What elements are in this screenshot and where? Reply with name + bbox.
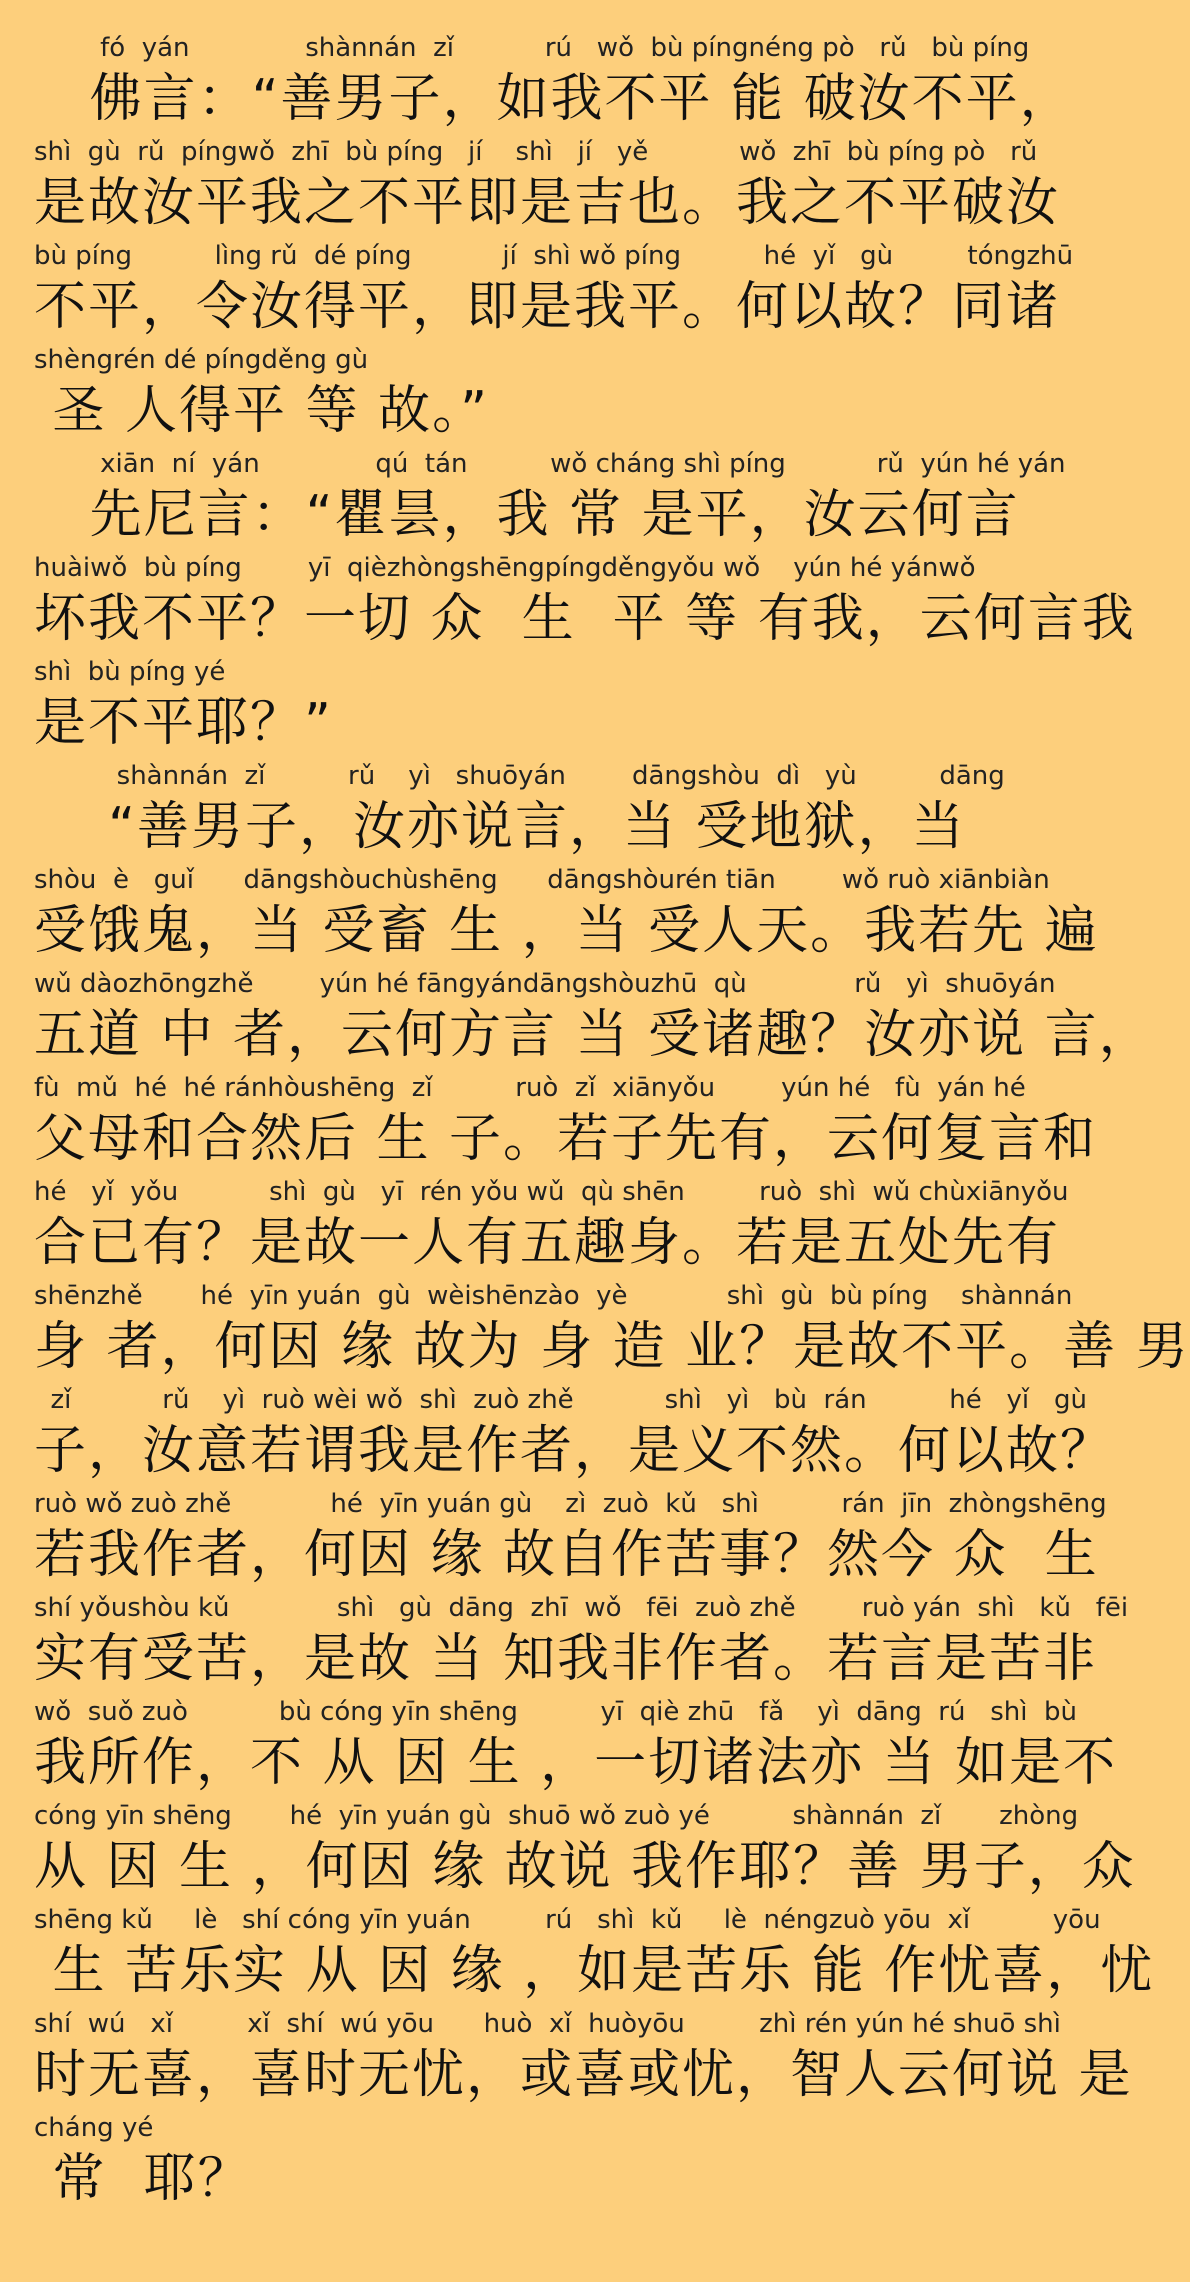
text-line — [34, 2110, 1054, 2212]
pinyin-annotation: fó yán shànnán zǐ rú wǒ bù píngnéng pò rǔ bù píng — [34, 33, 1030, 63]
pinyin-annotation: wǔ dàozhōngzhě yún hé fāngyándāngshòuzhū qù rǔ yì shuōyán — [34, 969, 1056, 999]
pinyin-annotation: cóng yīn shēng hé yīn yuán gù shuō wǒ zuò yé shànnán zǐ zhòng — [34, 1801, 1079, 1831]
text-line — [34, 1070, 1098, 1172]
chinese-text: 五道 中 者，云何方言 当 受诸趣？汝亦说 言， — [34, 1005, 1153, 1065]
text-line — [34, 1174, 1069, 1276]
pinyin-annotation: shí yǒushòu kǔ shì gù dāng zhī wǒ fēi zuò zhě ruò yán shì kǔ fēi — [34, 1593, 1129, 1623]
chinese-text: 受饿鬼，当 受畜 生 ，当 受人天。我若先 遍 — [34, 901, 1099, 961]
text-line — [34, 446, 1066, 548]
chinese-text: 坏我不平？一切 众 生 平 等 有我，云何言我 — [34, 589, 1136, 649]
pinyin-annotation: shèngrén dé píngděng gù — [34, 345, 369, 375]
pinyin-annotation: shòu è guǐ dāngshòuchùshēng dāngshòurén tiān wǒ ruò xiānbiàn — [34, 865, 1050, 895]
text-line — [34, 238, 1074, 340]
text-line — [34, 1486, 1107, 1588]
chinese-text: 圣 人得平 等 故。” — [34, 381, 490, 441]
text-line — [34, 1694, 1118, 1796]
text-line — [34, 30, 1074, 132]
text-line — [34, 134, 1061, 236]
chinese-text: “善男子，汝亦说言，当 受地狱，当 — [34, 797, 966, 857]
text-line — [34, 1278, 1190, 1380]
chinese-text: 我所作，不 从 因 生 ，一切诸法亦 当 如是不 — [34, 1733, 1118, 1793]
pinyin-annotation: ruò wǒ zuò zhě hé yīn yuán gù zì zuò kǔ shì rán jīn zhòngshēng — [34, 1489, 1107, 1519]
chinese-text: 是故汝平我之不平即是吉也。我之不平破汝 — [34, 173, 1061, 233]
pinyin-annotation: shēnzhě hé yīn yuán gù wèishēnzào yè shì gù bù píng shànnán — [34, 1281, 1073, 1311]
chinese-text: 若我作者，何因 缘 故自作苦事？然今 众 生 — [34, 1525, 1099, 1585]
pinyin-annotation: shì gù rǔ píngwǒ zhī bù píng jí shì jí yě wǒ zhī bù píng pò rǔ — [34, 137, 1038, 167]
text-line — [34, 862, 1099, 964]
text-line — [34, 342, 1054, 444]
pinyin-annotation: cháng yé — [34, 2113, 154, 2143]
text-line — [34, 1590, 1129, 1692]
text-line — [34, 1382, 1115, 1484]
chinese-text: 佛言：“善男子，如我不平 能 破汝不平， — [34, 69, 1074, 129]
chinese-text: 父母和合然后 生 子。若子先有，云何复言和 — [34, 1109, 1098, 1169]
chinese-text: 不平，令汝得平，即是我平。何以故？同诸 — [34, 277, 1061, 337]
pinyin-annotation: hé yǐ yǒu shì gù yī rén yǒu wǔ qù shēn ruò shì wǔ chùxiānyǒu — [34, 1177, 1069, 1207]
pinyin-annotation: fù mǔ hé hé ránhòushēng zǐ ruò zǐ xiānyǒu yún hé fù yán hé — [34, 1073, 1026, 1103]
text-line — [34, 966, 1153, 1068]
pinyin-annotation: shì bù píng yé — [34, 657, 226, 687]
chinese-text: 实有受苦，是故 当 知我非作者。若言是苦非 — [34, 1629, 1098, 1689]
pinyin-annotation: shí wú xǐ xǐ shí wú yōu huò xǐ huòyōu zhì rén yún hé shuō shì — [34, 2009, 1061, 2039]
chinese-text: 常 耶？ — [34, 2149, 252, 2209]
text-line — [34, 654, 1054, 756]
chinese-text: 从 因 生 ，何因 缘 故说 我作耶？善 男子，众 — [34, 1837, 1136, 1897]
text-line — [34, 1902, 1155, 2004]
chinese-text: 时无喜，喜时无忧，或喜或忧，智人云何说 是 — [34, 2045, 1133, 2105]
pinyin-annotation: wǒ suǒ zuò bù cóng yīn shēng yī qiè zhū fǎ yì dāng rú shì bù — [34, 1697, 1078, 1727]
chinese-text: 子，汝意若谓我是作者，是义不然。何以故？ — [34, 1421, 1115, 1481]
pinyin-annotation: shēng kǔ lè shí cóng yīn yuán rú shì kǔ lè néngzuò yōu xǐ yōu — [34, 1905, 1101, 1935]
text-line — [34, 550, 1136, 652]
pinyin-annotation: zǐ rǔ yì ruò wèi wǒ shì zuò zhě shì yì bù rán hé yǐ gù — [34, 1385, 1087, 1415]
chinese-text: 生 苦乐实 从 因 缘 ，如是苦乐 能 作忧喜，忧 — [34, 1941, 1155, 2001]
chinese-text: 合已有？是故一人有五趣身。若是五处先有 — [34, 1213, 1061, 1273]
text-line — [34, 2006, 1133, 2108]
text-line — [34, 758, 1054, 860]
chinese-text: 先尼言：“瞿昙，我 常 是平，汝云何言 — [34, 485, 1020, 545]
pinyin-annotation: bù píng lìng rǔ dé píng jí shì wǒ píng hé yǐ gù tóngzhū — [34, 241, 1074, 271]
chinese-text: 身 者，何因 缘 故为 身 造 业？是故不平。善 男 — [34, 1317, 1190, 1377]
pinyin-annotation: xiān ní yán qú tán wǒ cháng shì píng rǔ yún hé yán — [34, 449, 1066, 479]
pinyin-annotation: shànnán zǐ rǔ yì shuōyán dāngshòu dì yù dāng — [34, 761, 1005, 791]
text-line — [34, 1798, 1136, 1900]
chinese-text: 是不平耶？” — [34, 693, 333, 753]
pinyin-annotation: huàiwǒ bù píng yī qièzhòngshēngpíngděngyǒu wǒ yún hé yánwǒ — [34, 553, 976, 583]
